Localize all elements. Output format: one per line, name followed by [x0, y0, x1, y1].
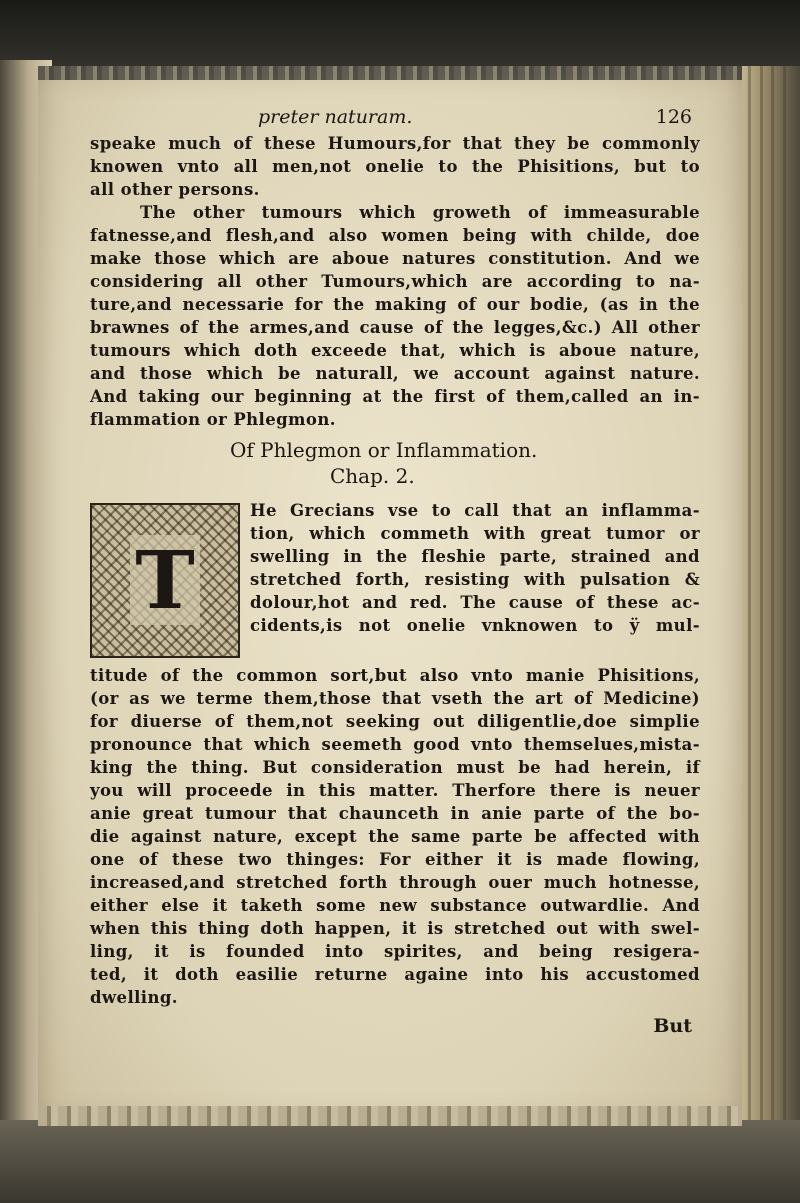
decorated-initial-block [90, 499, 700, 664]
text-line: dolour,hot and red. The cause of these ac- [250, 593, 700, 612]
text-line: ling, it is founded into spirites, and being resigera- [90, 942, 700, 961]
text-line: knowen vnto all men,not onelie to the Phisitions, but to [90, 157, 700, 176]
section-heading: Of Phlegmon or Inflammation. [230, 438, 538, 462]
text-line: brawnes of the armes,and cause of the legges,&c.) All other [90, 318, 700, 337]
catchword: But [653, 1015, 692, 1037]
text-line: all other persons. [90, 180, 260, 199]
text-line: considering all other Tumours,which are according to na- [90, 272, 700, 291]
initial-letter: T [130, 535, 200, 625]
text-line: tion, which commeth with great tumor or [250, 524, 700, 543]
text-line: flammation or Phlegmon. [90, 410, 336, 429]
page-text [90, 106, 700, 1037]
decorated-initial-letter [90, 503, 240, 658]
text-line: cidents,is not onelie vnknowen to ÿ mul- [250, 616, 700, 635]
text-line: stretched forth, resisting with pulsation & [250, 570, 700, 589]
paragraph-1 [90, 132, 700, 201]
text-line: for diuerse of them,not seeking out diligentlie,doe simplie [90, 712, 700, 731]
text-line: one of these two thinges: For either it is made flowing, [90, 850, 700, 869]
text-line: either else it taketh some new substance outwardlie. And [90, 896, 700, 915]
paragraph-3-opening [250, 499, 700, 637]
text-line: tumours which doth exceede that, which is aboue nature, [90, 341, 700, 360]
running-head [90, 106, 700, 132]
right-page-edges [738, 66, 800, 1120]
text-line: titude of the common sort,but also vnto manie Phisitions, [90, 666, 700, 685]
text-line: fatnesse,and flesh,and also women being with childe, doe [90, 226, 700, 245]
text-line: king the thing. But consideration must be had herein, if [90, 758, 700, 777]
text-line: increased,and stretched forth through ouer much hotnesse, [90, 873, 700, 892]
text-line: die against nature, except the same parte be affected with [90, 827, 700, 846]
chapter-number: Chap. 2. [330, 464, 415, 488]
paragraph-3 [90, 664, 700, 1009]
text-line: when this thing doth happen, it is stretched out with swel- [90, 919, 700, 938]
text-line: And taking our beginning at the first of them,called an in- [90, 387, 700, 406]
text-line: ture,and necessarie for the making of our bodie, (as in the [90, 295, 700, 314]
page-bottom-edge [38, 1106, 742, 1126]
text-line: dwelling. [90, 988, 178, 1007]
running-title: preter naturam. [258, 106, 413, 128]
text-line: He Grecians vse to call that an inflamma- [250, 501, 700, 520]
page-number: 126 [655, 106, 692, 128]
book-background-bottom [0, 1120, 800, 1203]
text-line: make those which are aboue natures constitution. And we [90, 249, 700, 268]
book-background-top [0, 0, 800, 70]
text-line: and those which be naturall, we account against nature. [90, 364, 700, 383]
text-line: you will proceede in this matter. Therfore there is neuer [90, 781, 700, 800]
text-line: The other tumours which groweth of immeasurable [140, 203, 700, 222]
text-line: ted, it doth easilie returne againe into his accustomed [90, 965, 700, 984]
text-line: speake much of these Humours,for that they be commonly [90, 134, 700, 153]
text-line: (or as we terme them,those that vseth the art of Medicine) [90, 689, 700, 708]
page-top-edge [38, 66, 742, 80]
text-line: anie great tumour that chaunceth in anie parte of the bo- [90, 804, 700, 823]
book-page [38, 66, 742, 1126]
text-line: swelling in the fleshie parte, strained and [250, 547, 700, 566]
paragraph-2 [90, 201, 700, 431]
text-line: pronounce that which seemeth good vnto themselues,mista- [90, 735, 700, 754]
